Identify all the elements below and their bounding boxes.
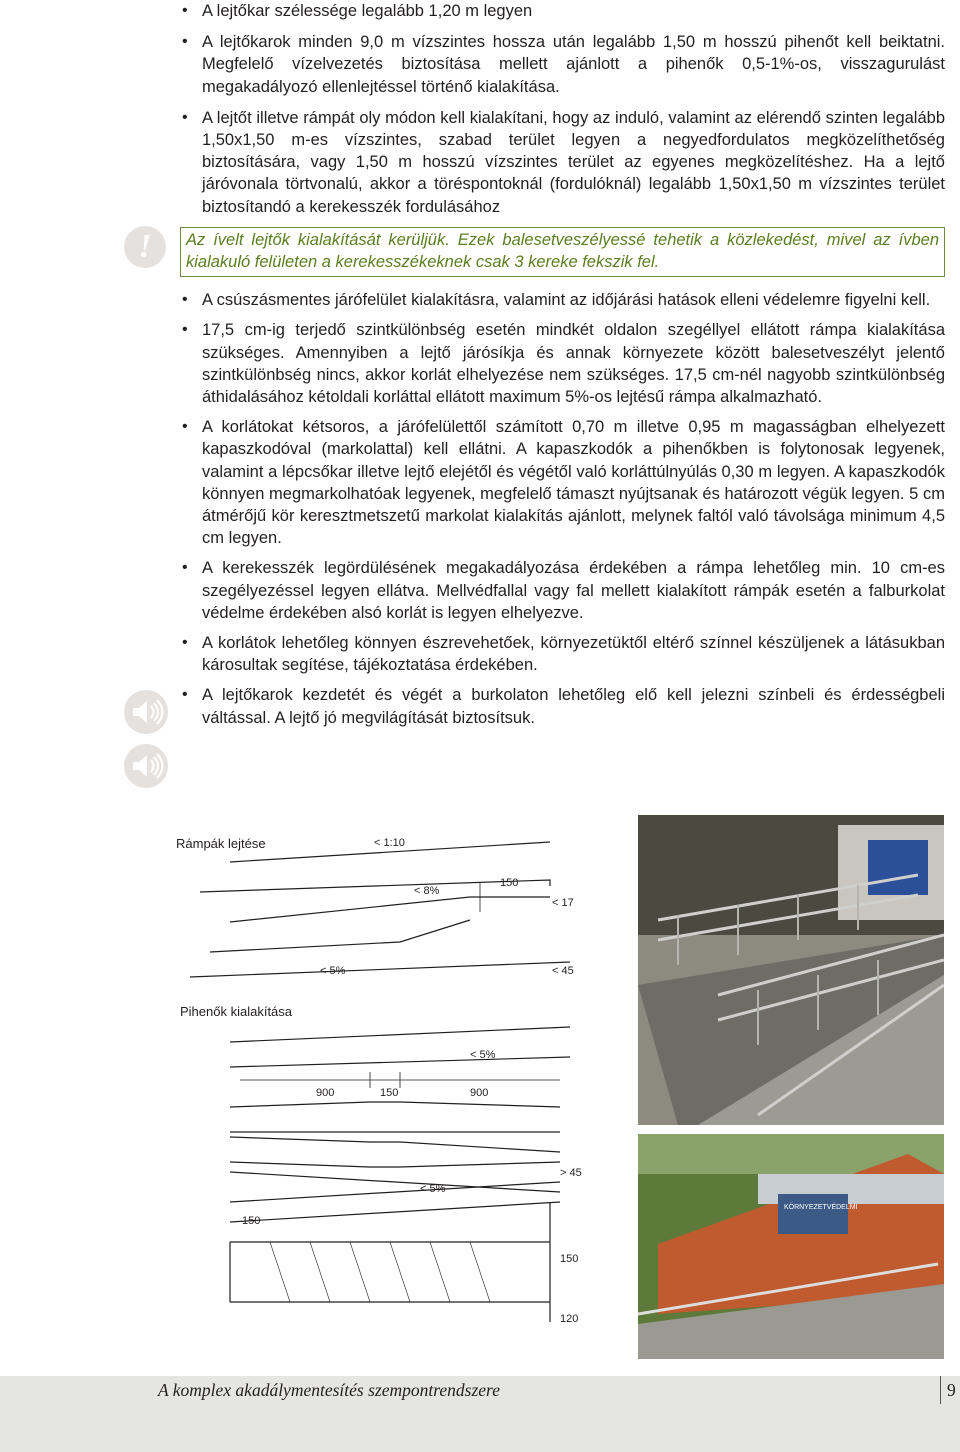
- label-slope: < 5%: [320, 965, 346, 977]
- list-item: • A kerekesszék legördülésének megakadályozása érdekében a rámpa lehetőleg min. 10 cm-es szegélyezéssel legyen ellátva. Mellvédfallal vagy fal mellett kialakított rámpák esetén a falburkolat védelme érdekében alsó korlát is legyen elhelyezve.: [180, 557, 945, 624]
- main-content: [180, 0, 945, 737]
- page-number: 9: [947, 1380, 956, 1400]
- list-item: • A lejtőkarok minden 9,0 m vízszintes hossza után legalább 1,50 m hosszú pihenőt kell beiktatni. Megfelelő vízelvezetés biztosítása mellett ajánlott a pihenők 0,5-1%-os, visszagurulást megakadályozó ellenlejtéssel történő kialakítása.: [180, 31, 945, 98]
- footer-divider: [940, 1376, 941, 1404]
- footer-title: A komplex akadálymentesítés szempontrendszere: [158, 1380, 500, 1400]
- label-dim: 150: [560, 1253, 579, 1265]
- label-dim: 150: [242, 1215, 261, 1227]
- list-item: • 17,5 cm-ig terjedő szintkülönbség esetén mindkét oldalon szegéllyel ellátott rámpa kialakítása szükséges. Amennyiben a lejtő járósíkja és annak környezete között balesetveszélyt jelentő szintkülönbség nincs, akkor korlát elhelyezése nem szükséges. 17,5 cm-nél nagyobb szintkülönbség áthidalásához kétoldali korláttal ellátott maximum 5%-os lejtésű rámpa alkalmazható.: [180, 319, 945, 408]
- label-dim: 120: [560, 1313, 579, 1325]
- label-slope: < 1:10: [374, 837, 405, 849]
- list-item: • A lejtőkarok kezdetét és végét a burkolaton lehetőleg elő kell jelezni színbeli és érdességbeli váltással. A lejtő jó megvilágítását biztosítsuk.: [180, 684, 945, 728]
- bullet-list-1: [180, 0, 945, 218]
- ramp-photo-2: [638, 1134, 944, 1359]
- label-dim: > 45: [560, 1167, 582, 1179]
- exclamation-icon: !: [124, 226, 166, 268]
- list-item: • A lejtőt illetve rámpát oly módon kell kialakítani, hogy az induló, valamint az elérendő szinten legalább 1,50x1,50 m-es vízszintes, szabad terület legyen a negyedfordulatos megközelíthetőség biztosítására, vagy 1,50 m hosszú vízszintes terület az egyenes megközelítéshez. Ha a lejtő járóvonala törtvonalú, akkor a töréspontoknál (fordulóknál) legalább 1,50x1,50 m vízszintes terület biztosítandó a kerekesszék fordulásához: [180, 107, 945, 218]
- diagram-title-landings: Pihenők kialakítása: [180, 1004, 293, 1019]
- ramp-slope-diagram: [170, 822, 590, 1362]
- label-dim: 900: [470, 1087, 489, 1099]
- label-slope: < 5%: [470, 1049, 496, 1061]
- label-dim: < 17: [552, 897, 574, 909]
- speaker-icon: [124, 744, 168, 788]
- label-dim: < 45: [552, 965, 574, 977]
- list-item: • A lejtőkar szélessége legalább 1,20 m legyen: [180, 0, 945, 22]
- list-item: • A korlátokat kétsoros, a járófelülettől számított 0,70 m illetve 0,95 m magasságban elhelyezett kapaszkodóval (markolattal) kell ellátni. A kapaszkodók a pihenőkben is folytonosak legyenek, valamint a lépcsőkar illetve lejtő elejétől és végétől való korláttúlnyúlás 0,30 m legyen. A kapaszkodók könnyen megmarkolhatóak legyenek, megfelelő támaszt nyújtsanak és határozott végük legyen. 5 cm átmérőjű kör keresztmetszetű markolat kialakítás ajánlott, melynek faltól való távolsága minimum 4,5 cm legyen.: [180, 416, 945, 549]
- label-slope: < 5%: [420, 1183, 446, 1195]
- label-dim: 150: [380, 1087, 399, 1099]
- ramp-photo-1: [638, 815, 944, 1125]
- warning-note: Az ívelt lejtők kialakítását kerüljük. Ezek balesetveszélyessé tehetik a közlekedést, mivel az ívben kialakuló felületen a kerekesszékeknek csak 3 kereke fekszik fel.: [180, 227, 945, 277]
- building-sign: KÖRNYEZETVÉDELMI: [784, 1204, 858, 1211]
- bullet-list-2: [180, 289, 945, 729]
- label-slope: < 8%: [414, 885, 440, 897]
- label-dim: 150: [500, 877, 519, 889]
- diagram-title-ramps: Rámpák lejtése: [176, 836, 266, 851]
- list-item: • A korlátok lehetőleg könnyen észrevehetőek, környezetüktől eltérő színnel készüljenek a látásukban károsultak segítése, tájékoztatása érdekében.: [180, 632, 945, 676]
- label-dim: 900: [316, 1087, 335, 1099]
- list-item: • A csúszásmentes járófelület kialakításra, valamint az időjárási hatások elleni védelemre figyelni kell.: [180, 289, 945, 311]
- speaker-icon: [124, 690, 168, 734]
